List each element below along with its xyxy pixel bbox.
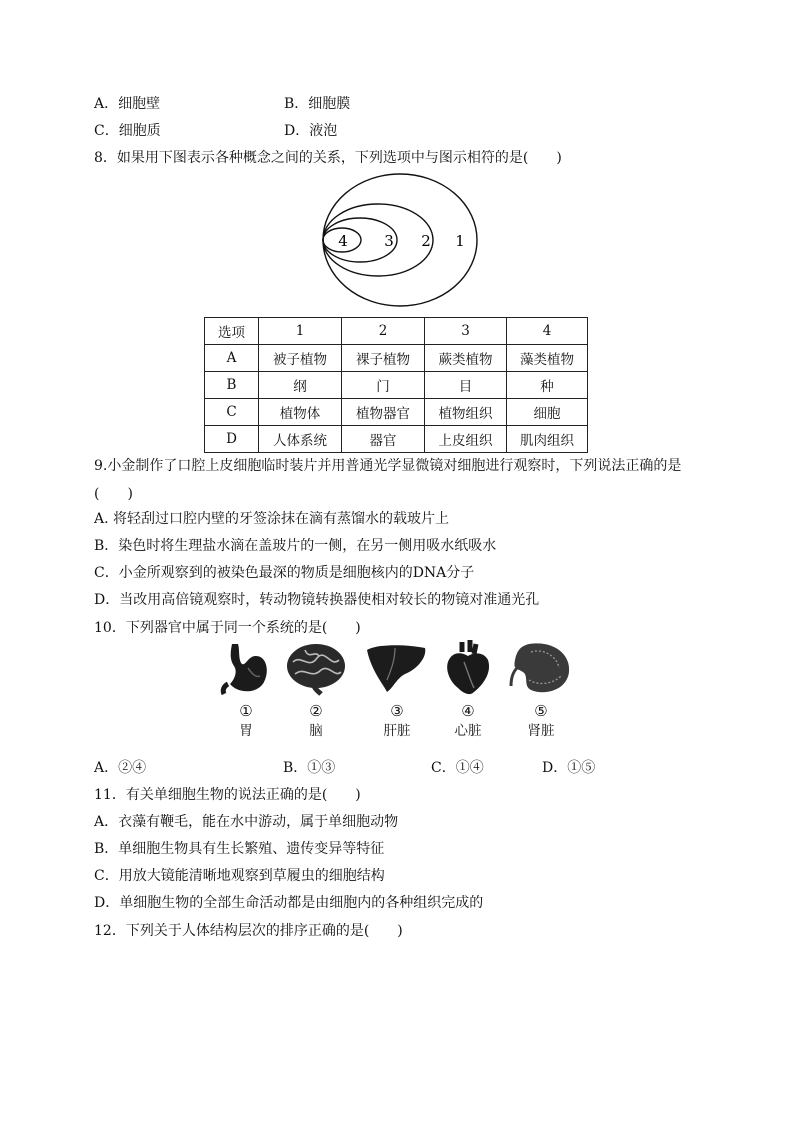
q9-option-d: D．当改用高倍镜观察时，转动物镜转换器使相对较长的物镜对准通光孔 — [94, 592, 540, 608]
table-cell: 植物体 — [259, 399, 342, 426]
q7-option-c: C．细胞质 — [94, 123, 161, 139]
q9-answer-paren: ( ) — [94, 486, 133, 502]
organ-name: 肾脏 — [527, 723, 555, 739]
q7-option-a: A．细胞壁 — [94, 96, 161, 112]
table-cell: 器官 — [342, 426, 425, 453]
stomach-icon — [218, 640, 274, 696]
organ-stomach — [210, 640, 282, 740]
table-cell: 上皮组织 — [425, 426, 507, 453]
organ-number: ② — [309, 702, 323, 720]
organ-liver — [361, 640, 433, 740]
q11-option-d: D．单细胞生物的全部生命活动都是由细胞内的各种组织完成的 — [94, 895, 484, 911]
q11-option-b: B．单细胞生物具有生长繁殖、遗传变异等特征 — [94, 841, 385, 857]
q11-option-c: C．用放大镜能清晰地观察到草履虫的细胞结构 — [94, 868, 385, 884]
diagram-label-4: 4 — [338, 232, 348, 250]
table-cell: 植物器官 — [342, 399, 425, 426]
table-header-cell: 选项 — [205, 318, 259, 345]
q10-option-d: D．①⑤ — [542, 760, 596, 776]
table-cell: B — [205, 372, 259, 399]
organ-name: 肝脏 — [383, 723, 411, 739]
organ-number: ④ — [461, 702, 475, 720]
organ-number: ① — [239, 702, 253, 720]
diagram-label-1: 1 — [455, 232, 465, 250]
organ-kidney — [505, 640, 577, 740]
table-row — [205, 426, 588, 453]
table-cell: 人体系统 — [259, 426, 342, 453]
table-cell: A — [205, 345, 259, 372]
table-cell: 植物组织 — [425, 399, 507, 426]
q9-option-a: A. 将轻刮过口腔内壁的牙签涂抹在滴有蒸馏水的载玻片上 — [94, 511, 450, 527]
q10-option-c: C．①④ — [431, 760, 484, 776]
table-header-cell: 4 — [507, 318, 588, 345]
table-row — [205, 399, 588, 426]
table-cell: 细胞 — [507, 399, 588, 426]
table-row — [205, 345, 588, 372]
q10-stem: 10．下列器官中属于同一个系统的是( ) — [94, 620, 361, 636]
table-cell: 被子植物 — [259, 345, 342, 372]
table-cell: 肌肉组织 — [507, 426, 588, 453]
table-cell: 门 — [342, 372, 425, 399]
table-header-cell: 2 — [342, 318, 425, 345]
q7-option-b: B．细胞膜 — [284, 96, 351, 112]
q8-options-table — [204, 317, 588, 453]
table-cell: 裸子植物 — [342, 345, 425, 372]
brain-icon — [285, 640, 347, 696]
table-cell: 纲 — [259, 372, 342, 399]
table-cell: 种 — [507, 372, 588, 399]
kidney-icon — [509, 640, 573, 696]
table-cell: D — [205, 426, 259, 453]
organ-brain — [280, 640, 352, 740]
q11-stem: 11．有关单细胞生物的说法正确的是( ) — [94, 787, 361, 803]
q9-option-b: B．染色时将生理盐水滴在盖玻片的一侧，在另一侧用吸水纸吸水 — [94, 538, 497, 554]
diagram-label-2: 2 — [421, 232, 431, 250]
table-cell: C — [205, 399, 259, 426]
table-header-row — [205, 318, 588, 345]
organ-figure — [205, 640, 585, 755]
organ-name: 胃 — [239, 723, 253, 739]
q10-option-a: A．②④ — [94, 760, 147, 776]
q8-stem: 8．如果用下图表示各种概念之间的关系，下列选项中与图示相符的是( ) — [94, 150, 562, 166]
table-cell: 蕨类植物 — [425, 345, 507, 372]
table-row — [205, 372, 588, 399]
table-cell: 藻类植物 — [507, 345, 588, 372]
liver-icon — [365, 640, 429, 696]
q10-option-b: B．①③ — [283, 760, 336, 776]
table-header-cell: 3 — [425, 318, 507, 345]
diagram-label-3: 3 — [384, 232, 394, 250]
organ-name: 脑 — [309, 723, 323, 739]
q7-option-d: D．液泡 — [284, 123, 338, 139]
organ-heart — [432, 640, 504, 740]
organ-number: ③ — [390, 702, 404, 720]
q12-stem: 12．下列关于人体结构层次的排序正确的是( ) — [94, 923, 403, 939]
organ-number: ⑤ — [534, 702, 548, 720]
q11-option-a: A．衣藻有鞭毛，能在水中游动，属于单细胞动物 — [94, 814, 399, 830]
nested-concept-diagram — [320, 170, 480, 310]
heart-icon — [440, 640, 496, 696]
q9-option-c: C．小金所观察到的被染色最深的物质是细胞核内的DNA分子 — [94, 565, 475, 581]
q9-stem: 9.小金制作了口腔上皮细胞临时装片并用普通光学显微镜对细胞进行观察时，下列说法正确的是 — [94, 458, 682, 474]
table-header-cell: 1 — [259, 318, 342, 345]
organ-name: 心脏 — [454, 723, 482, 739]
table-cell: 目 — [425, 372, 507, 399]
